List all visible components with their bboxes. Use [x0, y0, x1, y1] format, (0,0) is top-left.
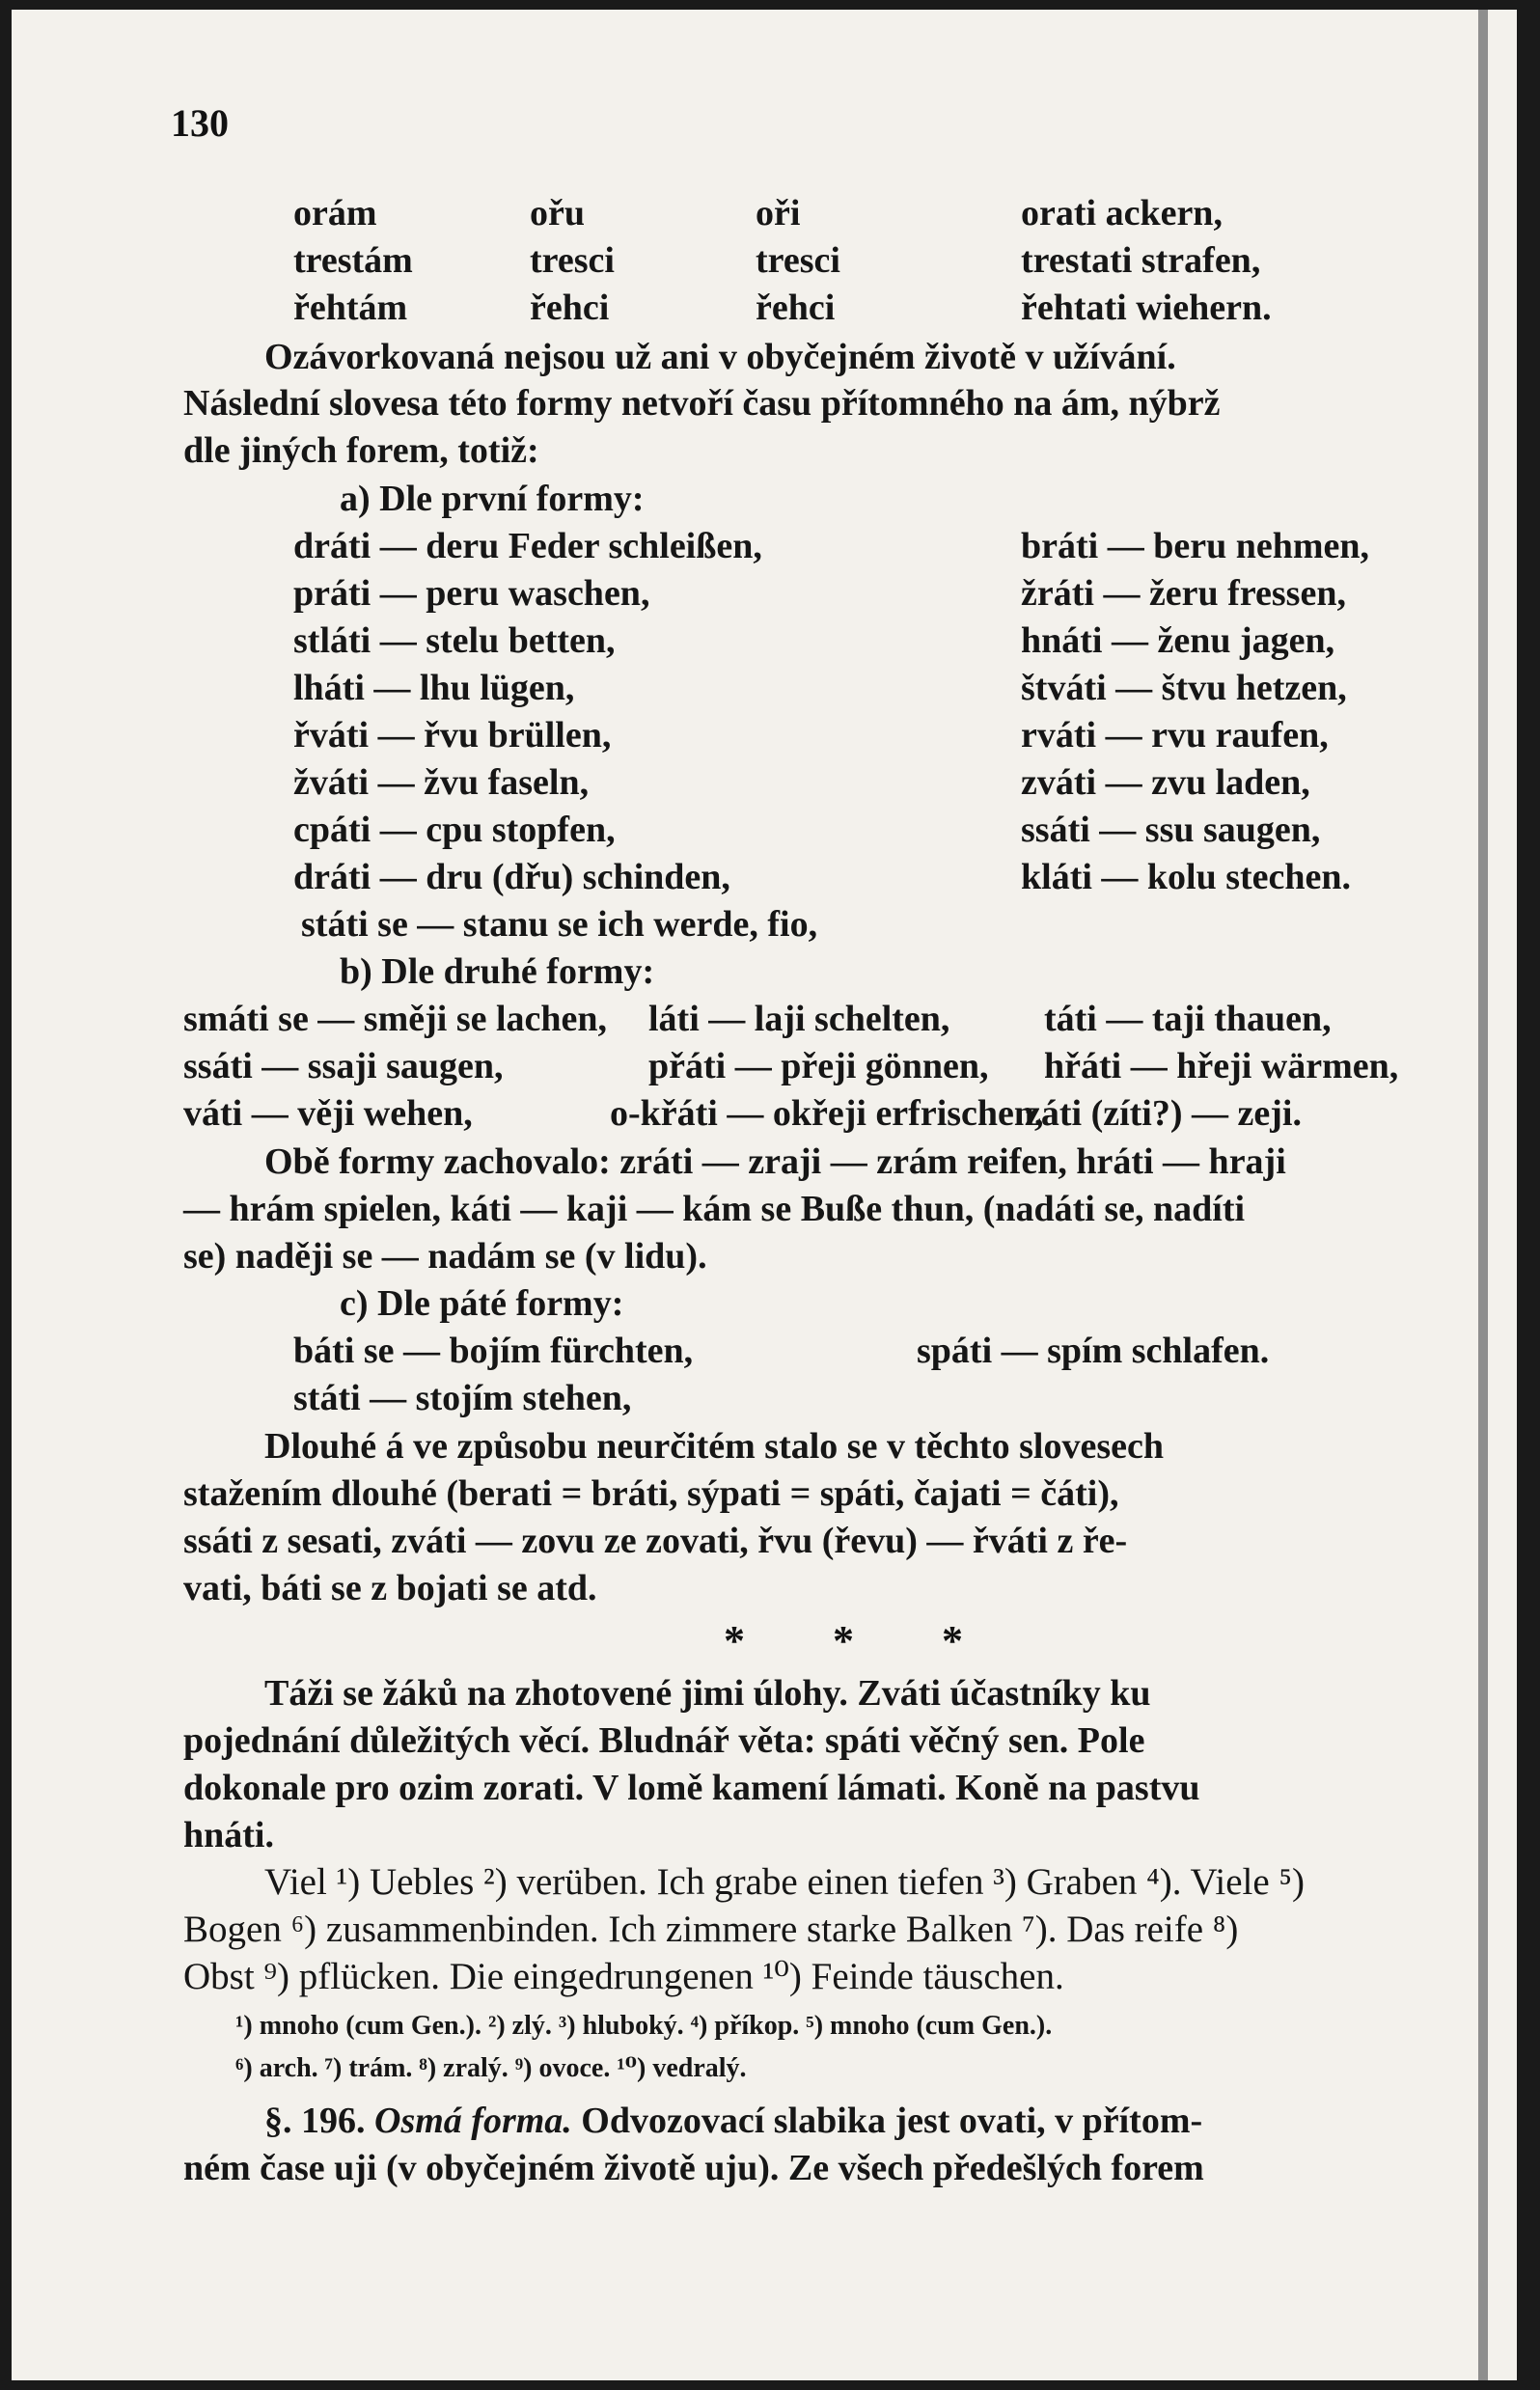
section-divider: * * *	[724, 1617, 1002, 1664]
text-line: dle jiných forem, totiž:	[183, 430, 539, 471]
list-item: dráti — dru (dřu) schinden,	[293, 857, 730, 897]
text-line: Následní slovesa této formy netvoří času přítomného na ám, nýbrž	[183, 383, 1221, 424]
text-line: — hrám spielen, káti — kaji — kám se Buße thun, (nadáti se, nadíti	[183, 1189, 1246, 1229]
list-item: cpáti — cpu stopfen,	[293, 810, 616, 850]
subheading: c) Dle páté formy:	[340, 1283, 624, 1324]
table-cell: tresci	[530, 240, 615, 281]
section-title: Osmá forma.	[374, 2101, 572, 2141]
text-line: Táži se žáků na zhotovené jimi úlohy. Zváti účastníky ku	[264, 1673, 1151, 1714]
list-item: táti — taji thauen,	[1044, 999, 1332, 1039]
list-item: státi — stojím stehen,	[293, 1378, 632, 1418]
table-cell: řehci	[756, 288, 836, 328]
text-line: Bogen ⁶) zusammenbinden. Ich zimmere starke Balken ⁷). Das reife ⁸)	[183, 1909, 1239, 1950]
section-196-line	[264, 2099, 1202, 2143]
text-line: dokonale pro ozim zorati. V lomě kamení lámati. Koně na pastvu	[183, 1768, 1200, 1808]
list-item: smáti se — směji se lachen,	[183, 999, 608, 1039]
table-cell: oři	[756, 193, 801, 234]
list-item: dráti — deru Feder schleißen,	[293, 526, 762, 566]
list-item: váti — věji wehen,	[183, 1093, 473, 1134]
table-cell: ořu	[530, 193, 585, 234]
list-item: hřáti — hřeji wärmen,	[1044, 1046, 1399, 1086]
list-item: práti — peru waschen,	[293, 573, 650, 614]
list-item: hnáti — ženu jagen,	[1021, 620, 1335, 661]
text-line: vati, báti se z bojati se atd.	[183, 1568, 597, 1608]
list-item: ssáti — ssu saugen,	[1021, 810, 1321, 850]
table-cell: trestám	[293, 240, 413, 281]
list-item: láti — laji schelten,	[648, 999, 950, 1039]
table-cell: řehtám	[293, 288, 408, 328]
subheading: b) Dle druhé formy:	[340, 951, 655, 992]
list-item: státi se — stanu se ich werde, fio,	[301, 904, 818, 945]
text-line: ssáti z sesati, zváti — zovu ze zovati, řvu (řevu) — řváti z ře-	[183, 1521, 1128, 1561]
list-item: báti se — bojím fürchten,	[293, 1331, 694, 1371]
list-item: bráti — beru nehmen,	[1021, 526, 1369, 566]
text-line: stažením dlouhé (berati = bráti, sýpati = spáti, čajati = čáti),	[183, 1473, 1119, 1514]
text-line: Obě formy zachovalo: zráti — zraji — zrám reifen, hráti — hraji	[264, 1141, 1286, 1182]
footnote-line: ¹) mnoho (cum Gen.). ²) zlý. ³) hluboký. ⁴) příkop. ⁵) mnoho (cum Gen.).	[235, 2011, 1053, 2041]
list-item: přáti — přeji gönnen,	[648, 1046, 989, 1086]
subheading: a) Dle první formy:	[340, 479, 645, 519]
text-line: Dlouhé á ve způsobu neurčitém stalo se v těchto slovesech	[264, 1426, 1164, 1467]
text-line: se) naději se — nadám se (v lidu).	[183, 1236, 707, 1277]
text-line: hnáti.	[183, 1815, 274, 1855]
table-cell: tresci	[756, 240, 840, 281]
table-cell: řehtati wiehern.	[1021, 288, 1272, 328]
section-text: Odvozovací slabika jest ovati, v přítom-	[581, 2101, 1203, 2141]
text-line: Viel ¹) Uebles ²) verüben. Ich grabe einen tiefen ³) Graben ⁴). Viele ⁵)	[264, 1861, 1305, 1903]
table-cell: řehci	[530, 288, 610, 328]
list-item: o-křáti — okřeji erfrischen,	[610, 1093, 1044, 1134]
text-line: ném čase uji (v obyčejném životě uju). Ze všech předešlých forem	[183, 2148, 1204, 2188]
page-edge-line	[1478, 10, 1488, 2380]
list-item: kláti — kolu stechen.	[1021, 857, 1352, 897]
list-item: ssáti — ssaji saugen,	[183, 1046, 504, 1086]
table-cell: trestati strafen,	[1021, 240, 1261, 281]
list-item: záti (zíti?) — zeji.	[1025, 1093, 1302, 1134]
page-number: 130	[171, 101, 229, 145]
table-cell: orám	[293, 193, 377, 234]
list-item: lháti — lhu lügen,	[293, 668, 575, 708]
list-item: štváti — štvu hetzen,	[1021, 668, 1347, 708]
text-line: pojednání důležitých věcí. Bludnář věta: spáti věčný sen. Pole	[183, 1720, 1145, 1761]
list-item: řváti — řvu brüllen,	[293, 715, 612, 755]
text-line: Ozávorkovaná nejsou už ani v obyčejném životě v užívání.	[264, 337, 1176, 377]
list-item: stláti — stelu betten,	[293, 620, 616, 661]
text-line: Obst ⁹) pflücken. Die eingedrungenen ¹⁰) Feinde täuschen.	[183, 1956, 1064, 1997]
list-item: žráti — žeru fressen,	[1021, 573, 1346, 614]
book-page	[12, 10, 1517, 2380]
list-item: spáti — spím schlafen.	[917, 1331, 1270, 1371]
section-number: §. 196.	[264, 2101, 366, 2141]
footnote-line: ⁶) arch. ⁷) trám. ⁸) zralý. ⁹) ovoce. ¹⁰) vedralý.	[235, 2053, 747, 2083]
list-item: žváti — žvu faseln,	[293, 762, 590, 803]
list-item: zváti — zvu laden,	[1021, 762, 1310, 803]
list-item: rváti — rvu raufen,	[1021, 715, 1329, 755]
table-cell: orati ackern,	[1021, 193, 1223, 234]
